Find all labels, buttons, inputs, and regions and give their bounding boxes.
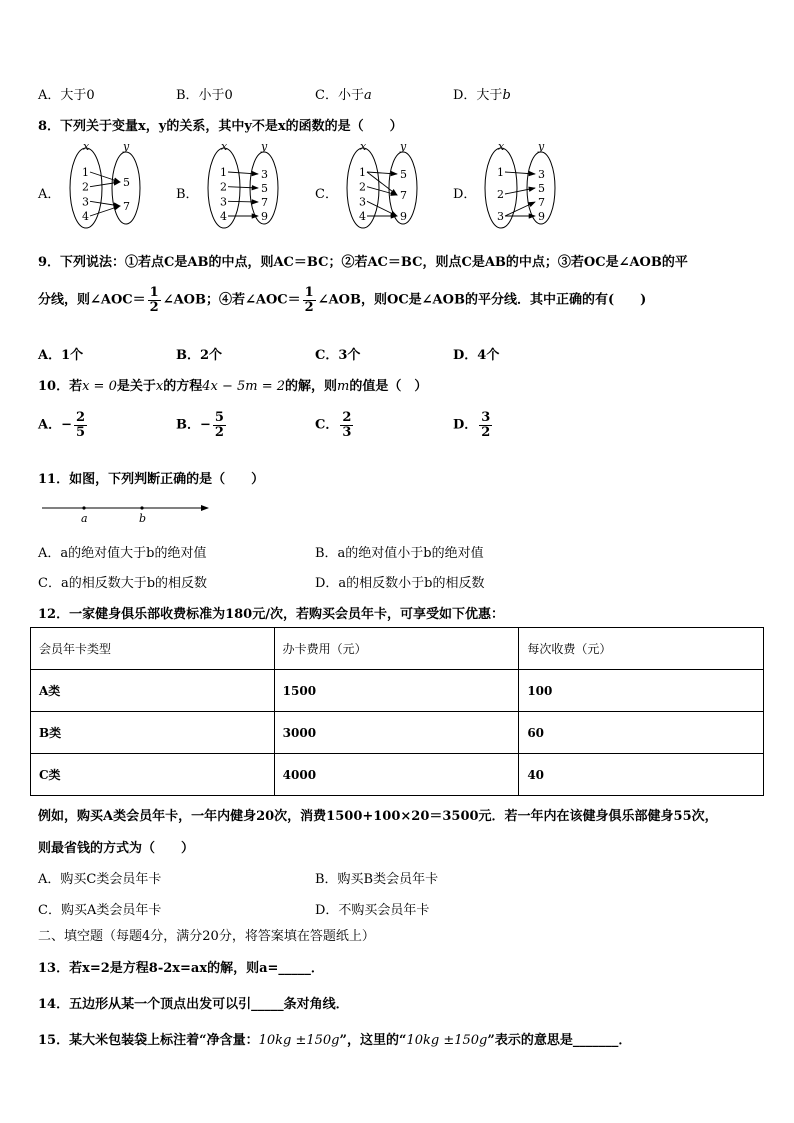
mapping-arrow <box>90 182 120 187</box>
y-element: 7 <box>400 189 407 202</box>
table-cell: 60 <box>519 712 764 754</box>
table-row <box>31 712 764 754</box>
x-element: 1 <box>497 166 504 179</box>
q11-option-c: C．a的相反数大于b的相反数 <box>38 576 208 591</box>
q12-option-d: D．不购买会员年卡 <box>315 903 430 918</box>
y-element: 7 <box>538 196 545 209</box>
y-element: 7 <box>261 196 268 209</box>
mapping-arrow <box>228 187 258 188</box>
q14: 14．五边形从某一个顶点出发可以引_____条对角线． <box>38 997 349 1012</box>
q7-option-d: D．大于b <box>453 88 511 103</box>
table-header: 办卡费用（元） <box>274 628 519 670</box>
q10-option-d: D． $\frac{3}{2}$ <box>453 410 491 440</box>
mapping-arrow <box>505 172 535 174</box>
x-element: 4 <box>359 210 366 223</box>
x-element: 3 <box>497 210 504 223</box>
y-set-label: y <box>538 140 545 153</box>
y-element: 5 <box>538 182 545 195</box>
q13: 13．若x=2是方程8-2x=ax的解，则a=_____． <box>38 961 324 976</box>
q7-option-b: B．小于0 <box>176 88 233 103</box>
x-element: 3 <box>82 195 89 209</box>
y-element: 9 <box>538 210 545 223</box>
table-row <box>31 754 764 796</box>
mapping-diagram <box>208 140 278 228</box>
y-set-label: y <box>261 140 268 153</box>
mapping-arrow <box>505 202 535 216</box>
mapping-arrow <box>367 172 397 174</box>
q11-number-line <box>38 498 218 526</box>
q7-option-a: A．大于0 <box>38 88 95 103</box>
mapping-diagram <box>347 140 417 228</box>
q9-line2: 分线，则∠AOC＝ $\frac{1}{2}$ ∠AOB；④若∠AOC＝ $\frac{1}{2}$ ∠AOB，则OC是∠AOB的平分线．其中正确的有( ) <box>38 285 647 315</box>
q11-option-a: A．a的绝对值大于b的绝对值 <box>38 546 207 561</box>
mapping-arrow <box>367 187 397 195</box>
fraction-half: $\frac{1}{2}$ <box>149 285 159 315</box>
table-header-row <box>31 628 764 670</box>
q10-option-a: A．− $\frac{2}{5}$ <box>38 410 86 440</box>
q9-option-d: D．4个 <box>453 348 500 363</box>
y-element: 9 <box>261 210 268 223</box>
q11-stem: 11．如图，下列判断正确的是（ ） <box>38 472 265 487</box>
table-cell: 3000 <box>274 712 519 754</box>
y-element: 3 <box>538 168 545 181</box>
q12-option-c: C．购买A类会员年卡 <box>38 903 162 918</box>
q7-option-c: C．小于a <box>315 88 372 103</box>
y-element: 5 <box>123 176 130 189</box>
section-heading: 二、填空题（每题4分，满分20分，将答案填在答题纸上） <box>38 929 375 944</box>
x-element: 3 <box>220 195 227 209</box>
q9-option-b: B．2个 <box>176 348 223 363</box>
q8-stem: 8．下列关于变量x，y的关系，其中y不是x的函数的是（ ） <box>38 119 403 134</box>
x-element: 2 <box>497 188 504 201</box>
mapping-diagram <box>485 140 555 228</box>
x-element: 4 <box>220 210 227 223</box>
mapping-arrow <box>228 172 258 174</box>
table-header: 会员年卡类型 <box>31 628 275 670</box>
q9-option-a: A．1个 <box>38 348 84 363</box>
table-cell: C类 <box>31 754 275 796</box>
q8-label-d: D． <box>453 187 477 202</box>
mapping-arrow <box>505 188 535 194</box>
q8-label-c: C． <box>315 187 338 202</box>
q11-option-b: B．a的绝对值小于b的绝对值 <box>315 546 484 561</box>
q10-stem: 10．若x = 0是关于x的方程4x − 5m = 2的解，则m的值是（ ） <box>38 379 428 394</box>
x-element: 2 <box>82 180 89 194</box>
q12-example-line1: 例如，购买A类会员年卡，一年内健身20次，消费1500+100×20＝3500元．若一年内在该健身俱乐部健身55次， <box>38 809 718 824</box>
x-element: 2 <box>220 180 227 194</box>
mapping-arrow <box>90 201 120 206</box>
table-cell: A类 <box>31 670 275 712</box>
x-set-label: x <box>360 140 367 153</box>
mapping-diagram <box>70 140 140 228</box>
mapping-arrow <box>367 201 397 216</box>
q10-option-c: C． $\frac{2}{3}$ <box>315 410 352 440</box>
table-header: 每次收费（元） <box>519 628 764 670</box>
membership-fee-table <box>30 627 764 796</box>
q12-option-a: A．购买C类会员年卡 <box>38 872 162 887</box>
table-cell: 1500 <box>274 670 519 712</box>
table-cell: 4000 <box>274 754 519 796</box>
x-element: 1 <box>359 166 366 179</box>
q8-label-b: B． <box>176 187 199 202</box>
x-element: 1 <box>220 166 227 179</box>
point-b-label: b <box>139 512 147 525</box>
table-cell: 100 <box>519 670 764 712</box>
y-element: 5 <box>261 182 268 195</box>
q12-stem: 12．一家健身俱乐部收费标准为180元/次，若购买会员年卡，可享受如下优惠： <box>38 607 504 622</box>
x-set-label: x <box>221 140 228 153</box>
x-element: 4 <box>82 210 89 223</box>
q8-mapping-diagrams <box>0 138 794 238</box>
q10-option-b: B．− $\frac{5}{2}$ <box>176 410 224 440</box>
q9-line1: 9．下列说法：①若点C是AB的中点，则AC＝BC；②若AC＝BC，则点C是AB的中点；③若OC是∠AOB的平 <box>38 255 688 270</box>
mapping-arrow <box>228 201 258 202</box>
x-element: 1 <box>82 166 89 179</box>
q9-option-c: C．3个 <box>315 348 361 363</box>
mapping-arrow <box>90 172 120 182</box>
y-set-label: y <box>123 140 130 153</box>
x-element: 2 <box>359 180 366 194</box>
y-set-label: y <box>400 140 407 153</box>
q15: 15．某大米包装袋上标注着“净含量：10kg ±150g”，这里的“10kg ±150g”表示的意思是_______． <box>38 1033 632 1048</box>
q11-option-d: D．a的相反数小于b的相反数 <box>315 576 485 591</box>
mapping-arrow <box>367 172 397 195</box>
y-element: 7 <box>123 200 130 213</box>
y-element: 3 <box>261 168 268 181</box>
table-cell: 40 <box>519 754 764 796</box>
q8-label-a: A． <box>38 187 61 202</box>
x-set-label: x <box>498 140 505 153</box>
y-element: 5 <box>400 168 407 181</box>
point-a-label: a <box>81 512 88 525</box>
fraction-half: $\frac{1}{2}$ <box>304 285 314 315</box>
q12-option-b: B．购买B类会员年卡 <box>315 872 439 887</box>
y-element: 9 <box>400 210 407 223</box>
table-cell: B类 <box>31 712 275 754</box>
q12-example-line2: 则最省钱的方式为（ ） <box>38 841 195 856</box>
x-set-label: x <box>83 140 90 153</box>
table-row <box>31 670 764 712</box>
x-element: 3 <box>359 195 366 209</box>
